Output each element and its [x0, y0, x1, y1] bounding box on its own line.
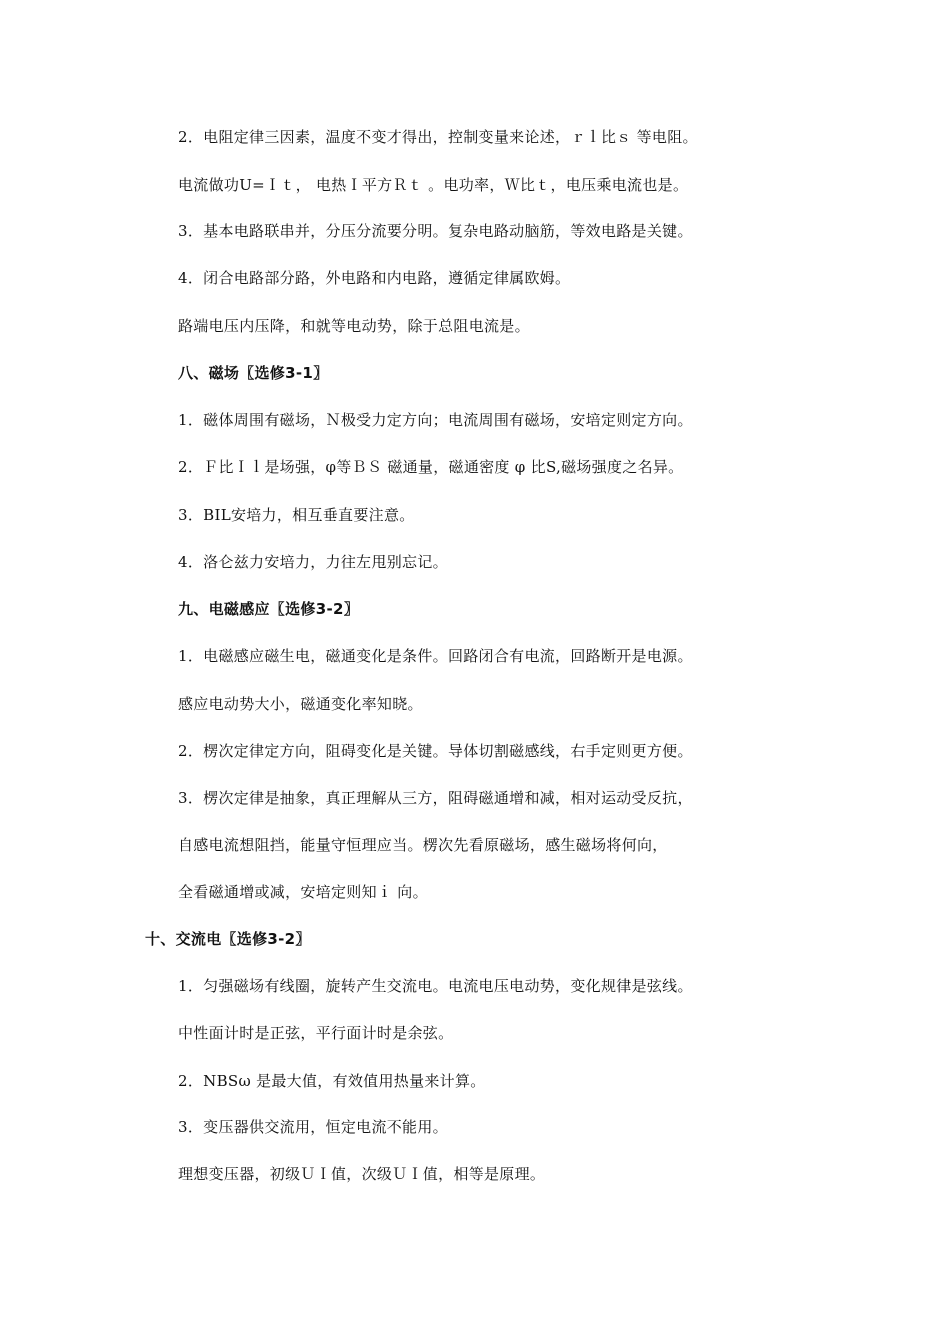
text-line: 感应电动势大小，磁通变化率知晓。	[178, 695, 423, 713]
text-line: 2．NBSω 是最大值，有效值用热量来计算。	[178, 1072, 486, 1090]
text-line: 3．变压器供交流用，恒定电流不能用。	[178, 1118, 448, 1136]
text-line: 3．BIL安培力，相互垂直要注意。	[178, 506, 415, 524]
text-line: 2．Ｆ比Ｉｌ是场强，φ等ＢＳ 磁通量，磁通密度 φ 比S,磁场强度之名异。	[178, 458, 684, 476]
text-line: 3．楞次定律是抽象，真正理解从三方，阻碍磁通增和减，相对运动受反抗，	[178, 789, 693, 807]
text-line: 1．磁体周围有磁场，Ｎ极受力定方向；电流周围有磁场，安培定则定方向。	[178, 411, 693, 429]
text-line: 3．基本电路联串并，分压分流要分明。复杂电路动脑筋，等效电路是关键。	[178, 222, 693, 240]
text-line: 2．楞次定律定方向，阻碍变化是关键。导体切割磁感线，右手定则更方便。	[178, 742, 693, 760]
section-heading-alternating-current: 十、交流电〖选修3-2〗	[145, 930, 311, 948]
text-line: 中性面计时是正弦，平行面计时是余弦。	[178, 1024, 454, 1042]
text-line: 1．电磁感应磁生电，磁通变化是条件。回路闭合有电流，回路断开是电源。	[178, 647, 693, 665]
section-heading-electromagnetic-induction: 九、电磁感应〖选修3-2〗	[178, 600, 360, 618]
text-line: 2．电阻定律三因素，温度不变才得出，控制变量来论述，ｒｌ比ｓ 等电阻。	[178, 128, 698, 146]
text-line: 自感电流想阻挡，能量守恒理应当。楞次先看原磁场，感生磁场将何向，	[178, 836, 668, 854]
text-line: 全看磁通增或减，安培定则知ｉ 向。	[178, 883, 428, 901]
text-line: 理想变压器，初级ＵＩ值，次级ＵＩ值，相等是原理。	[178, 1165, 546, 1183]
text-line: 电流做功U=Ｉｔ， 电热Ｉ平方Ｒｔ 。电功率，Ｗ比ｔ，电压乘电流也是。	[178, 176, 689, 194]
text-line: 路端电压内压降，和就等电动势，除于总阻电流是。	[178, 317, 530, 335]
text-line: 1．匀强磁场有线圈，旋转产生交流电。电流电压电动势，变化规律是弦线。	[178, 977, 693, 995]
section-heading-magnetic-field: 八、磁场〖选修3-1〗	[178, 364, 329, 382]
text-line: 4．洛仑兹力安培力，力往左甩别忘记。	[178, 553, 448, 571]
text-line: 4．闭合电路部分路，外电路和内电路，遵循定律属欧姆。	[178, 269, 571, 287]
